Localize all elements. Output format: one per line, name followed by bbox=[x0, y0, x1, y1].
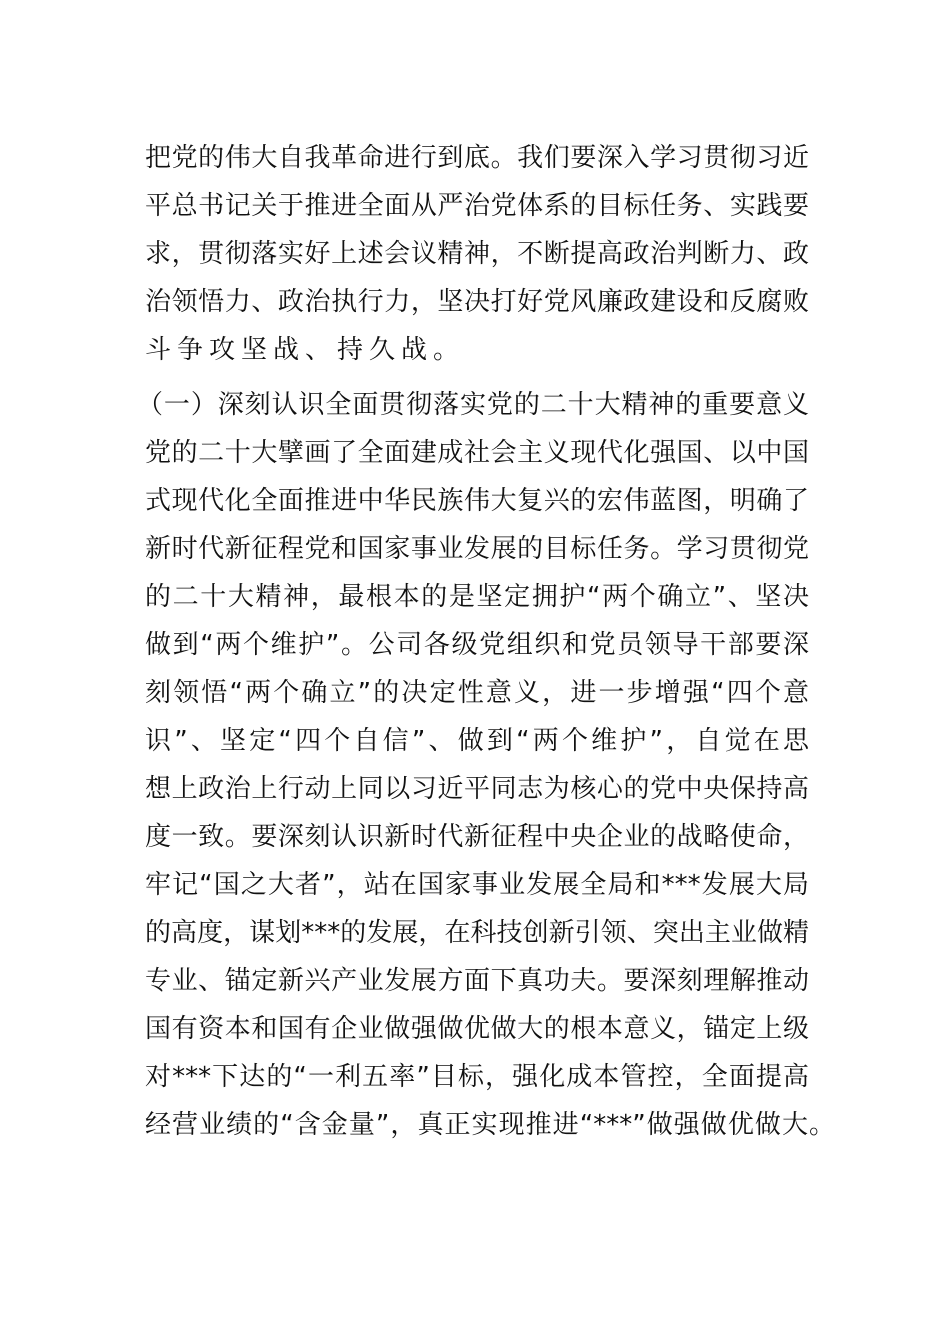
intro-paragraph bbox=[145, 134, 809, 374]
text-line: 专业、锚定新兴产业发展方面下真功夫。要深刻理解推动 bbox=[145, 966, 809, 996]
text-line: 斗争攻坚战、持久战。 bbox=[145, 335, 466, 365]
text-line: 识”、坚定“四个自信”、做到“两个维护”，自觉在思 bbox=[145, 726, 809, 756]
text-line: 做到“两个维护”。公司各级党组织和党员领导干部要深 bbox=[145, 630, 809, 660]
body-paragraph bbox=[145, 429, 835, 1149]
text-line: 度一致。要深刻认识新时代新征程中央企业的战略使命， bbox=[145, 822, 809, 852]
text-line: 求，贯彻落实好上述会议精神，不断提高政治判断力、政 bbox=[145, 239, 809, 269]
text-line: 想上政治上行动上同以习近平同志为核心的党中央保持高 bbox=[145, 774, 809, 804]
text-line: 把党的伟大自我革命进行到底。我们要深入学习贯彻习近 bbox=[145, 143, 809, 173]
section-heading: （一）深刻认识全面贯彻落实党的二十大精神的重要意义 bbox=[137, 390, 809, 420]
document-page bbox=[137, 134, 835, 1149]
text-line: 党的二十大擘画了全面建成社会主义现代化强国、以中国 bbox=[145, 438, 809, 468]
text-line: 刻领悟“两个确立”的决定性意义，进一步增强“四个意 bbox=[145, 678, 809, 708]
text-line: 经营业绩的“含金量”，真正实现推进“***”做强做优做大。 bbox=[145, 1110, 835, 1140]
text-line: 新时代新征程党和国家事业发展的目标任务。学习贯彻党 bbox=[145, 534, 809, 564]
text-line: 国有资本和国有企业做强做优做大的根本意义，锚定上级 bbox=[145, 1014, 809, 1044]
text-line: 对***下达的“一利五率”目标，强化成本管控，全面提高 bbox=[145, 1062, 809, 1092]
text-line: 平总书记关于推进全面从严治党体系的目标任务、实践要 bbox=[145, 191, 809, 221]
text-line: 的高度，谋划***的发展，在科技创新引领、突出主业做精 bbox=[145, 918, 809, 948]
text-line: 治领悟力、政治执行力，坚决打好党风廉政建设和反腐败 bbox=[145, 287, 809, 317]
text-line: 牢记“国之大者”，站在国家事业发展全局和***发展大局 bbox=[145, 870, 809, 900]
text-line: 式现代化全面推进中华民族伟大复兴的宏伟蓝图，明确了 bbox=[145, 486, 809, 516]
text-line: 的二十大精神，最根本的是坚定拥护“两个确立”、坚决 bbox=[145, 582, 809, 612]
